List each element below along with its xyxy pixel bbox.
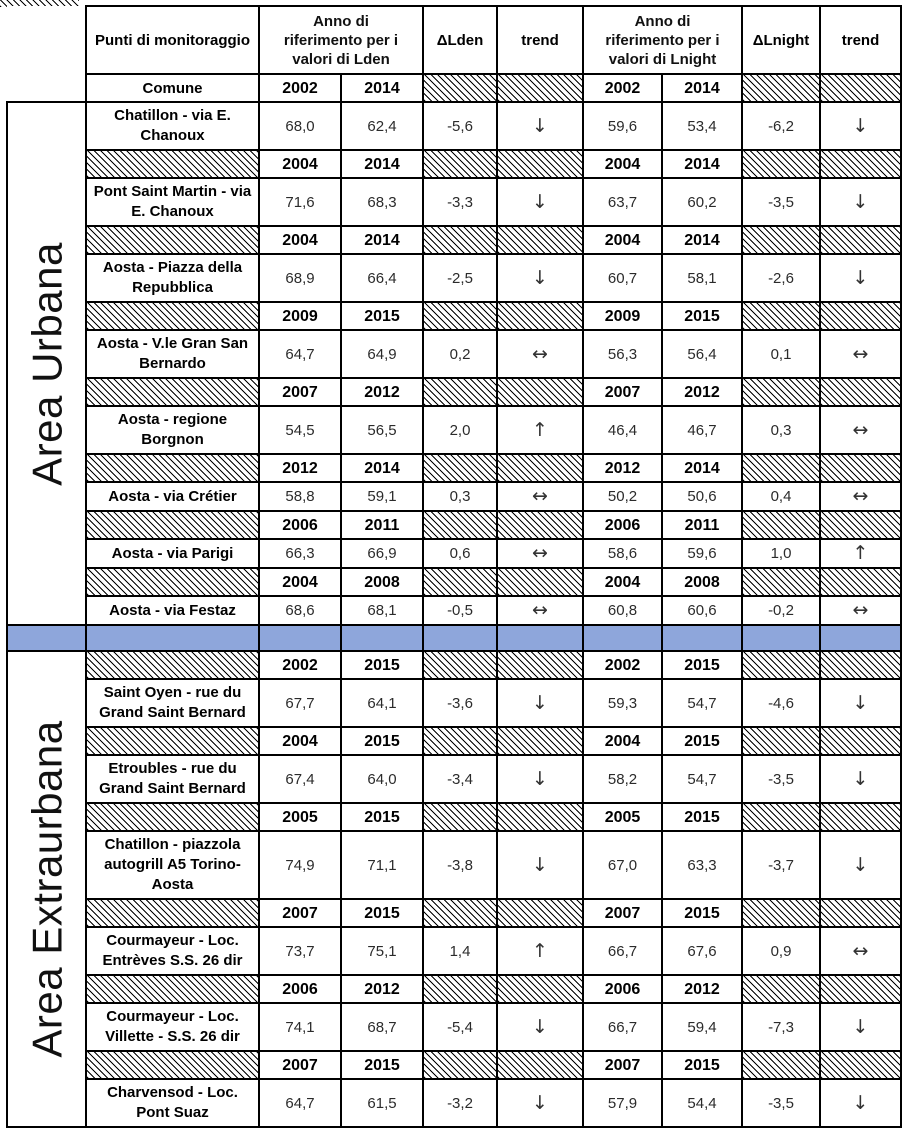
area-label-text: Area Urbana — [23, 241, 70, 486]
trend-lnight-cell: ↔ — [820, 596, 901, 625]
delta-lden-cell: -3,6 — [423, 679, 497, 727]
station-name-cell: Saint Oyen - rue du Grand Saint Bernard — [86, 679, 259, 727]
delta-lden-cell: 0,2 — [423, 330, 497, 378]
hatch-cell — [423, 378, 497, 406]
separator-cell — [7, 625, 86, 651]
trend-lden-cell: ↔ — [497, 330, 583, 378]
hatch-cell — [86, 302, 259, 330]
trend-lnight-cell: ↑ — [820, 539, 901, 568]
trend-lden-cell: ↓ — [497, 755, 583, 803]
lnight-value-cell: 59,6 — [583, 102, 662, 150]
station-name-cell: Aosta - via Crétier — [86, 482, 259, 511]
hatch-cell — [423, 651, 497, 679]
lnight-value-cell: 63,7 — [583, 178, 662, 226]
lden-value-cell: 68,9 — [259, 254, 341, 302]
trend-lnight-cell: ↔ — [820, 482, 901, 511]
monitoring-points-header: Punti di monitoraggio — [86, 6, 259, 74]
hatch-cell — [742, 568, 820, 596]
delta-lden-cell: -3,2 — [423, 1079, 497, 1127]
hatch-cell — [423, 74, 497, 102]
year-cell: 2002 — [259, 74, 341, 102]
year-cell: 2012 — [341, 378, 423, 406]
lden-value-cell: 66,4 — [341, 254, 423, 302]
hatch-cell — [742, 378, 820, 406]
lden-years-header: Anno di riferimento per i valori di Lden — [259, 6, 423, 74]
trend-lden-cell: ↓ — [497, 1079, 583, 1127]
lnight-value-cell: 60,2 — [662, 178, 742, 226]
separator-cell — [742, 625, 820, 651]
lden-value-cell: 68,0 — [259, 102, 341, 150]
lnight-value-cell: 67,0 — [583, 831, 662, 899]
hatch-cell — [820, 1051, 901, 1079]
lden-value-cell: 54,5 — [259, 406, 341, 454]
hatch-cell — [423, 803, 497, 831]
trend-lnight-cell: ↓ — [820, 1079, 901, 1127]
hatch-cell — [820, 511, 901, 539]
hatch-cell — [742, 226, 820, 254]
blue-separator-row — [7, 625, 901, 651]
hatch-cell — [820, 74, 901, 102]
lnight-value-cell: 46,4 — [583, 406, 662, 454]
hatch-cell — [497, 454, 583, 482]
year-cell: 2014 — [662, 74, 742, 102]
lnight-value-cell: 46,7 — [662, 406, 742, 454]
separator-cell — [86, 625, 259, 651]
year-cell: 2008 — [341, 568, 423, 596]
station-name-cell: Courmayeur - Loc. Villette - S.S. 26 dir — [86, 1003, 259, 1051]
year-cell: 2002 — [583, 74, 662, 102]
year-cell: 2015 — [662, 1051, 742, 1079]
station-name-cell: Courmayeur - Loc. Entrèves S.S. 26 dir — [86, 927, 259, 975]
delta-lden-cell: -0,5 — [423, 596, 497, 625]
hatch-cell — [423, 1051, 497, 1079]
lden-value-cell: 68,3 — [341, 178, 423, 226]
separator-cell — [259, 625, 341, 651]
delta-lden-cell: -3,3 — [423, 178, 497, 226]
delta-lden-cell: 1,4 — [423, 927, 497, 975]
separator-cell — [662, 625, 742, 651]
lden-value-cell: 74,9 — [259, 831, 341, 899]
delta-lnight-cell: 0,1 — [742, 330, 820, 378]
hatch-cell — [86, 511, 259, 539]
trend-lnight-cell: ↓ — [820, 178, 901, 226]
separator-cell — [423, 625, 497, 651]
station-name-cell: Aosta - regione Borgnon — [86, 406, 259, 454]
trend-lden-cell: ↓ — [497, 254, 583, 302]
hatch-cell — [742, 74, 820, 102]
hatch-cell — [423, 511, 497, 539]
year-cell: 2007 — [259, 1051, 341, 1079]
area-label-text: Area Extraurbana — [23, 720, 70, 1058]
trend-lnight-header: trend — [820, 6, 901, 74]
delta-lden-cell: 0,6 — [423, 539, 497, 568]
hatch-cell — [86, 651, 259, 679]
delta-lnight-cell: -6,2 — [742, 102, 820, 150]
delta-lnight-cell: -7,3 — [742, 1003, 820, 1051]
lnight-years-header: Anno di riferimento per i valori di Lnight — [583, 6, 742, 74]
delta-lden-cell: -5,4 — [423, 1003, 497, 1051]
lnight-value-cell: 54,7 — [662, 755, 742, 803]
hatch-cell — [497, 226, 583, 254]
lden-value-cell: 67,4 — [259, 755, 341, 803]
year-cell: 2007 — [259, 378, 341, 406]
hatch-cell — [742, 899, 820, 927]
delta-lnight-header: ΔLnight — [742, 6, 820, 74]
hatch-cell — [86, 1051, 259, 1079]
trend-lden-cell: ↓ — [497, 679, 583, 727]
year-cell: 2004 — [259, 727, 341, 755]
year-cell: 2014 — [662, 150, 742, 178]
hatch-cell — [423, 568, 497, 596]
lnight-value-cell: 54,4 — [662, 1079, 742, 1127]
hatch-cell — [742, 727, 820, 755]
comune-label-cell: Comune — [86, 74, 259, 102]
year-cell: 2014 — [341, 150, 423, 178]
year-cell: 2004 — [583, 727, 662, 755]
year-cell: 2006 — [259, 511, 341, 539]
year-cell: 2004 — [259, 150, 341, 178]
lden-value-cell: 59,1 — [341, 482, 423, 511]
station-name-cell: Chatillon - piazzola autogrill A5 Torino-Aosta — [86, 831, 259, 899]
area-label — [7, 651, 86, 1127]
lden-value-cell: 64,9 — [341, 330, 423, 378]
hatch-cell — [820, 226, 901, 254]
hatch-cell — [497, 899, 583, 927]
lden-value-cell: 68,7 — [341, 1003, 423, 1051]
hatch-cell — [742, 651, 820, 679]
hatch-cell — [423, 302, 497, 330]
year-cell: 2004 — [583, 568, 662, 596]
lden-value-cell: 64,7 — [259, 330, 341, 378]
trend-lnight-cell: ↓ — [820, 831, 901, 899]
station-name-cell: Aosta - via Parigi — [86, 539, 259, 568]
year-cell: 2009 — [583, 302, 662, 330]
year-cell: 2011 — [662, 511, 742, 539]
year-cell: 2007 — [583, 1051, 662, 1079]
lnight-value-cell: 58,6 — [583, 539, 662, 568]
hatch-cell — [497, 568, 583, 596]
hatch-cell — [86, 727, 259, 755]
lden-value-cell: 68,1 — [341, 596, 423, 625]
trend-lnight-cell: ↓ — [820, 755, 901, 803]
lden-value-cell: 61,5 — [341, 1079, 423, 1127]
station-name-cell: Aosta - via Festaz — [86, 596, 259, 625]
lden-value-cell: 56,5 — [341, 406, 423, 454]
station-name-cell: Pont Saint Martin - via E. Chanoux — [86, 178, 259, 226]
lnight-value-cell: 67,6 — [662, 927, 742, 975]
year-cell: 2014 — [341, 74, 423, 102]
hatch-cell — [423, 899, 497, 927]
hatch-cell — [820, 651, 901, 679]
hatch-cell — [423, 454, 497, 482]
year-cell: 2007 — [259, 899, 341, 927]
hatch-cell — [497, 975, 583, 1003]
trend-lnight-cell: ↓ — [820, 679, 901, 727]
hatch-cell — [86, 454, 259, 482]
year-cell: 2008 — [662, 568, 742, 596]
lden-value-cell: 74,1 — [259, 1003, 341, 1051]
trend-lden-cell: ↓ — [497, 102, 583, 150]
year-cell: 2015 — [662, 899, 742, 927]
trend-lnight-cell: ↔ — [820, 406, 901, 454]
hatch-cell — [86, 975, 259, 1003]
year-cell: 2012 — [662, 975, 742, 1003]
hatch-cell — [423, 150, 497, 178]
trend-lden-cell: ↓ — [497, 178, 583, 226]
separator-cell — [341, 625, 423, 651]
lnight-value-cell: 58,1 — [662, 254, 742, 302]
year-cell: 2005 — [259, 803, 341, 831]
year-cell: 2002 — [259, 651, 341, 679]
hatch-cell — [820, 302, 901, 330]
hatch-cell — [497, 651, 583, 679]
trend-lden-cell: ↔ — [497, 596, 583, 625]
year-cell: 2015 — [341, 727, 423, 755]
hatch-cell — [497, 150, 583, 178]
hatch-cell — [742, 454, 820, 482]
delta-lden-cell: -2,5 — [423, 254, 497, 302]
lnight-value-cell: 63,3 — [662, 831, 742, 899]
lden-value-cell: 64,0 — [341, 755, 423, 803]
year-cell: 2015 — [662, 727, 742, 755]
lnight-value-cell: 56,4 — [662, 330, 742, 378]
year-cell: 2015 — [662, 302, 742, 330]
year-cell: 2015 — [341, 1051, 423, 1079]
hatch-cell — [497, 727, 583, 755]
trend-lnight-cell: ↔ — [820, 330, 901, 378]
hatch-cell — [497, 803, 583, 831]
noise-monitoring-table — [6, 5, 902, 1128]
delta-lnight-cell: 1,0 — [742, 539, 820, 568]
hatch-cell — [820, 454, 901, 482]
year-cell: 2004 — [583, 226, 662, 254]
year-cell: 2004 — [583, 150, 662, 178]
delta-lden-header: ΔLden — [423, 6, 497, 74]
hatch-cell — [742, 975, 820, 1003]
trend-lnight-cell: ↔ — [820, 927, 901, 975]
lnight-value-cell: 50,2 — [583, 482, 662, 511]
separator-cell — [497, 625, 583, 651]
station-name-cell: Aosta - Piazza della Repubblica — [86, 254, 259, 302]
year-cell: 2004 — [259, 226, 341, 254]
hatch-cell — [820, 568, 901, 596]
hatch-cell — [423, 226, 497, 254]
lden-value-cell: 64,7 — [259, 1079, 341, 1127]
hatch-cell — [820, 727, 901, 755]
lden-value-cell: 71,1 — [341, 831, 423, 899]
delta-lden-cell: -3,8 — [423, 831, 497, 899]
lnight-value-cell: 58,2 — [583, 755, 662, 803]
delta-lden-cell: -3,4 — [423, 755, 497, 803]
hatch-cell — [497, 302, 583, 330]
lden-value-cell: 71,6 — [259, 178, 341, 226]
lden-value-cell: 73,7 — [259, 927, 341, 975]
lnight-value-cell: 57,9 — [583, 1079, 662, 1127]
delta-lnight-cell: -3,5 — [742, 755, 820, 803]
delta-lnight-cell: -3,5 — [742, 178, 820, 226]
separator-cell — [820, 625, 901, 651]
hatch-cell — [86, 568, 259, 596]
hatch-cell — [497, 378, 583, 406]
lden-value-cell: 67,7 — [259, 679, 341, 727]
year-cell: 2015 — [341, 899, 423, 927]
lden-value-cell: 62,4 — [341, 102, 423, 150]
station-name-cell: Chatillon - via E. Chanoux — [86, 102, 259, 150]
delta-lnight-cell: 0,4 — [742, 482, 820, 511]
year-cell: 2015 — [341, 302, 423, 330]
year-cell: 2006 — [583, 511, 662, 539]
lnight-value-cell: 56,3 — [583, 330, 662, 378]
year-cell: 2012 — [341, 975, 423, 1003]
hatch-cell — [86, 150, 259, 178]
lden-value-cell: 66,9 — [341, 539, 423, 568]
hatch-cell — [820, 150, 901, 178]
hatch-cell — [742, 1051, 820, 1079]
hatch-cell — [86, 803, 259, 831]
year-cell: 2012 — [662, 378, 742, 406]
trend-lden-cell: ↑ — [497, 406, 583, 454]
lnight-value-cell: 60,7 — [583, 254, 662, 302]
corner-blank — [7, 6, 86, 102]
year-cell: 2015 — [341, 803, 423, 831]
delta-lnight-cell: -3,7 — [742, 831, 820, 899]
trend-lnight-cell: ↓ — [820, 102, 901, 150]
year-cell: 2014 — [341, 226, 423, 254]
hatch-cell — [86, 226, 259, 254]
hatch-cell — [742, 511, 820, 539]
trend-lden-cell: ↔ — [497, 482, 583, 511]
noise-monitoring-table-wrapper — [6, 5, 902, 1128]
trend-lden-header: trend — [497, 6, 583, 74]
trend-lden-cell: ↓ — [497, 1003, 583, 1051]
hatch-cell — [423, 727, 497, 755]
hatch-cell — [820, 803, 901, 831]
station-name-cell: Etroubles - rue du Grand Saint Bernard — [86, 755, 259, 803]
hatch-cell — [820, 975, 901, 1003]
lnight-value-cell: 59,3 — [583, 679, 662, 727]
delta-lnight-cell: 0,9 — [742, 927, 820, 975]
delta-lnight-cell: -3,5 — [742, 1079, 820, 1127]
lden-value-cell: 66,3 — [259, 539, 341, 568]
lnight-value-cell: 59,6 — [662, 539, 742, 568]
year-cell: 2006 — [583, 975, 662, 1003]
delta-lnight-cell: 0,3 — [742, 406, 820, 454]
hatch-cell — [423, 975, 497, 1003]
hatch-cell — [742, 150, 820, 178]
year-cell: 2014 — [662, 454, 742, 482]
lden-value-cell: 64,1 — [341, 679, 423, 727]
year-cell: 2007 — [583, 899, 662, 927]
year-cell: 2009 — [259, 302, 341, 330]
delta-lnight-cell: -0,2 — [742, 596, 820, 625]
lnight-value-cell: 60,6 — [662, 596, 742, 625]
hatch-cell — [497, 74, 583, 102]
year-cell: 2015 — [662, 651, 742, 679]
year-cell: 2014 — [662, 226, 742, 254]
lnight-value-cell: 50,6 — [662, 482, 742, 511]
year-cell: 2015 — [662, 803, 742, 831]
year-cell: 2011 — [341, 511, 423, 539]
hatch-cell — [86, 378, 259, 406]
station-name-cell: Aosta - V.le Gran San Bernardo — [86, 330, 259, 378]
year-cell: 2012 — [259, 454, 341, 482]
year-cell: 2012 — [583, 454, 662, 482]
delta-lden-cell: -5,6 — [423, 102, 497, 150]
hatch-cell — [497, 511, 583, 539]
trend-lnight-cell: ↓ — [820, 1003, 901, 1051]
area-label — [7, 102, 86, 625]
year-cell: 2004 — [259, 568, 341, 596]
delta-lden-cell: 0,3 — [423, 482, 497, 511]
lden-value-cell: 68,6 — [259, 596, 341, 625]
delta-lnight-cell: -2,6 — [742, 254, 820, 302]
hatch-cell — [497, 1051, 583, 1079]
lnight-value-cell: 66,7 — [583, 927, 662, 975]
hatch-cell — [742, 803, 820, 831]
hatch-cell — [742, 302, 820, 330]
year-cell: 2015 — [341, 651, 423, 679]
year-cell: 2006 — [259, 975, 341, 1003]
station-name-cell: Charvensod - Loc. Pont Suaz — [86, 1079, 259, 1127]
year-cell: 2005 — [583, 803, 662, 831]
hatch-cell — [820, 899, 901, 927]
delta-lnight-cell: -4,6 — [742, 679, 820, 727]
trend-lden-cell: ↓ — [497, 831, 583, 899]
lnight-value-cell: 66,7 — [583, 1003, 662, 1051]
lnight-value-cell: 54,7 — [662, 679, 742, 727]
lden-value-cell: 75,1 — [341, 927, 423, 975]
lnight-value-cell: 60,8 — [583, 596, 662, 625]
lnight-value-cell: 53,4 — [662, 102, 742, 150]
year-cell: 2007 — [583, 378, 662, 406]
year-cell: 2002 — [583, 651, 662, 679]
trend-lnight-cell: ↓ — [820, 254, 901, 302]
hatch-cell — [86, 899, 259, 927]
hatch-cell — [820, 378, 901, 406]
delta-lden-cell: 2,0 — [423, 406, 497, 454]
trend-lden-cell: ↔ — [497, 539, 583, 568]
year-cell: 2014 — [341, 454, 423, 482]
lnight-value-cell: 59,4 — [662, 1003, 742, 1051]
trend-lden-cell: ↑ — [497, 927, 583, 975]
separator-cell — [583, 625, 662, 651]
lden-value-cell: 58,8 — [259, 482, 341, 511]
